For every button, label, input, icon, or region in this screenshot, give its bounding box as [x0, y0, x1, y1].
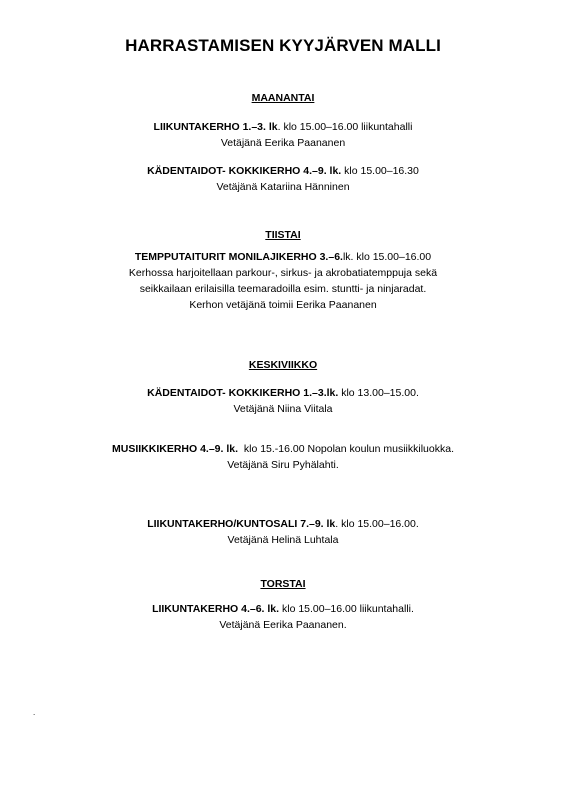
club-wednesday-crafts-cooking — [0, 385, 566, 417]
club-monday-crafts-cooking — [0, 163, 566, 195]
club-name: TEMPPUTAITURIT MONILAJIKERHO 3.–6. — [134, 251, 343, 263]
club-leader: Vetäjänä Katariina Hänninen — [216, 181, 350, 193]
club-leader: Vetäjänä Eerika Paananen — [220, 137, 346, 149]
club-leader: Vetäjänä Siru Pyhälahti. — [227, 459, 339, 471]
club-wednesday-gym — [0, 516, 566, 548]
club-title-line — [0, 163, 566, 179]
page-title: HARRASTAMISEN KYYJÄRVEN MALLI — [125, 36, 441, 55]
club-leader: Vetäjänä Niina Viitala — [233, 403, 333, 415]
club-title-line — [0, 119, 566, 135]
club-details: klo 13.00–15.00. — [338, 387, 419, 399]
club-details: klo 15.-16.00 Nopolan koulun musiikkiluokka. — [238, 443, 454, 455]
club-monday-sports — [0, 119, 566, 151]
club-leader: Vetäjänä Helinä Luhtala — [227, 534, 339, 546]
stray-dot-mark: . — [33, 708, 36, 717]
club-title-line — [0, 441, 566, 457]
club-wednesday-music — [0, 441, 566, 473]
club-details: klo 15.00–16.00 liikuntahalli. — [279, 603, 414, 615]
club-details: lk. klo 15.00–16.00 — [342, 251, 432, 263]
club-title-line — [0, 385, 566, 401]
club-title-line — [0, 516, 566, 532]
club-name: KÄDENTAIDOT- KOKKIKERHO 1.–3.lk. — [147, 387, 339, 399]
club-leader: Vetäjänä Eerika Paananen. — [219, 619, 347, 631]
day-heading-tuesday: TIISTAI — [265, 229, 301, 241]
day-heading-thursday: TORSTAI — [260, 578, 306, 590]
club-description-line: seikkailaan erilaisilla teemaradoilla esim. stuntti- ja ninjaradat. — [139, 283, 427, 295]
club-description-line: Kerhossa harjoitellaan parkour-, sirkus- ja akrobatiatemppuja sekä — [128, 267, 438, 279]
club-leader: Kerhon vetäjänä toimii Eerika Paananen — [189, 299, 377, 311]
club-details: klo 15.00–16.30 — [341, 165, 419, 177]
club-name: KÄDENTAIDOT- KOKKIKERHO 4.–9. lk. — [147, 165, 342, 177]
club-name: LIIKUNTAKERHO 4.–6. lk. — [152, 603, 280, 615]
day-heading-wednesday: KESKIVIIKKO — [248, 359, 318, 371]
club-title-line — [0, 249, 566, 265]
club-name: LIIKUNTAKERHO/KUNTOSALI 7.–9. lk — [147, 518, 336, 530]
club-name: LIIKUNTAKERHO 1.–3. lk — [153, 121, 278, 133]
club-title-line — [0, 601, 566, 617]
club-tuesday-tricks — [0, 249, 566, 313]
club-details: . klo 15.00–16.00 liikuntahalli — [277, 121, 413, 133]
club-details: . klo 15.00–16.00. — [335, 518, 419, 530]
club-name: MUSIIKKIKERHO 4.–9. lk. — [112, 443, 239, 455]
day-heading-monday: MAANANTAI — [251, 92, 315, 104]
club-thursday-sports — [0, 601, 566, 633]
